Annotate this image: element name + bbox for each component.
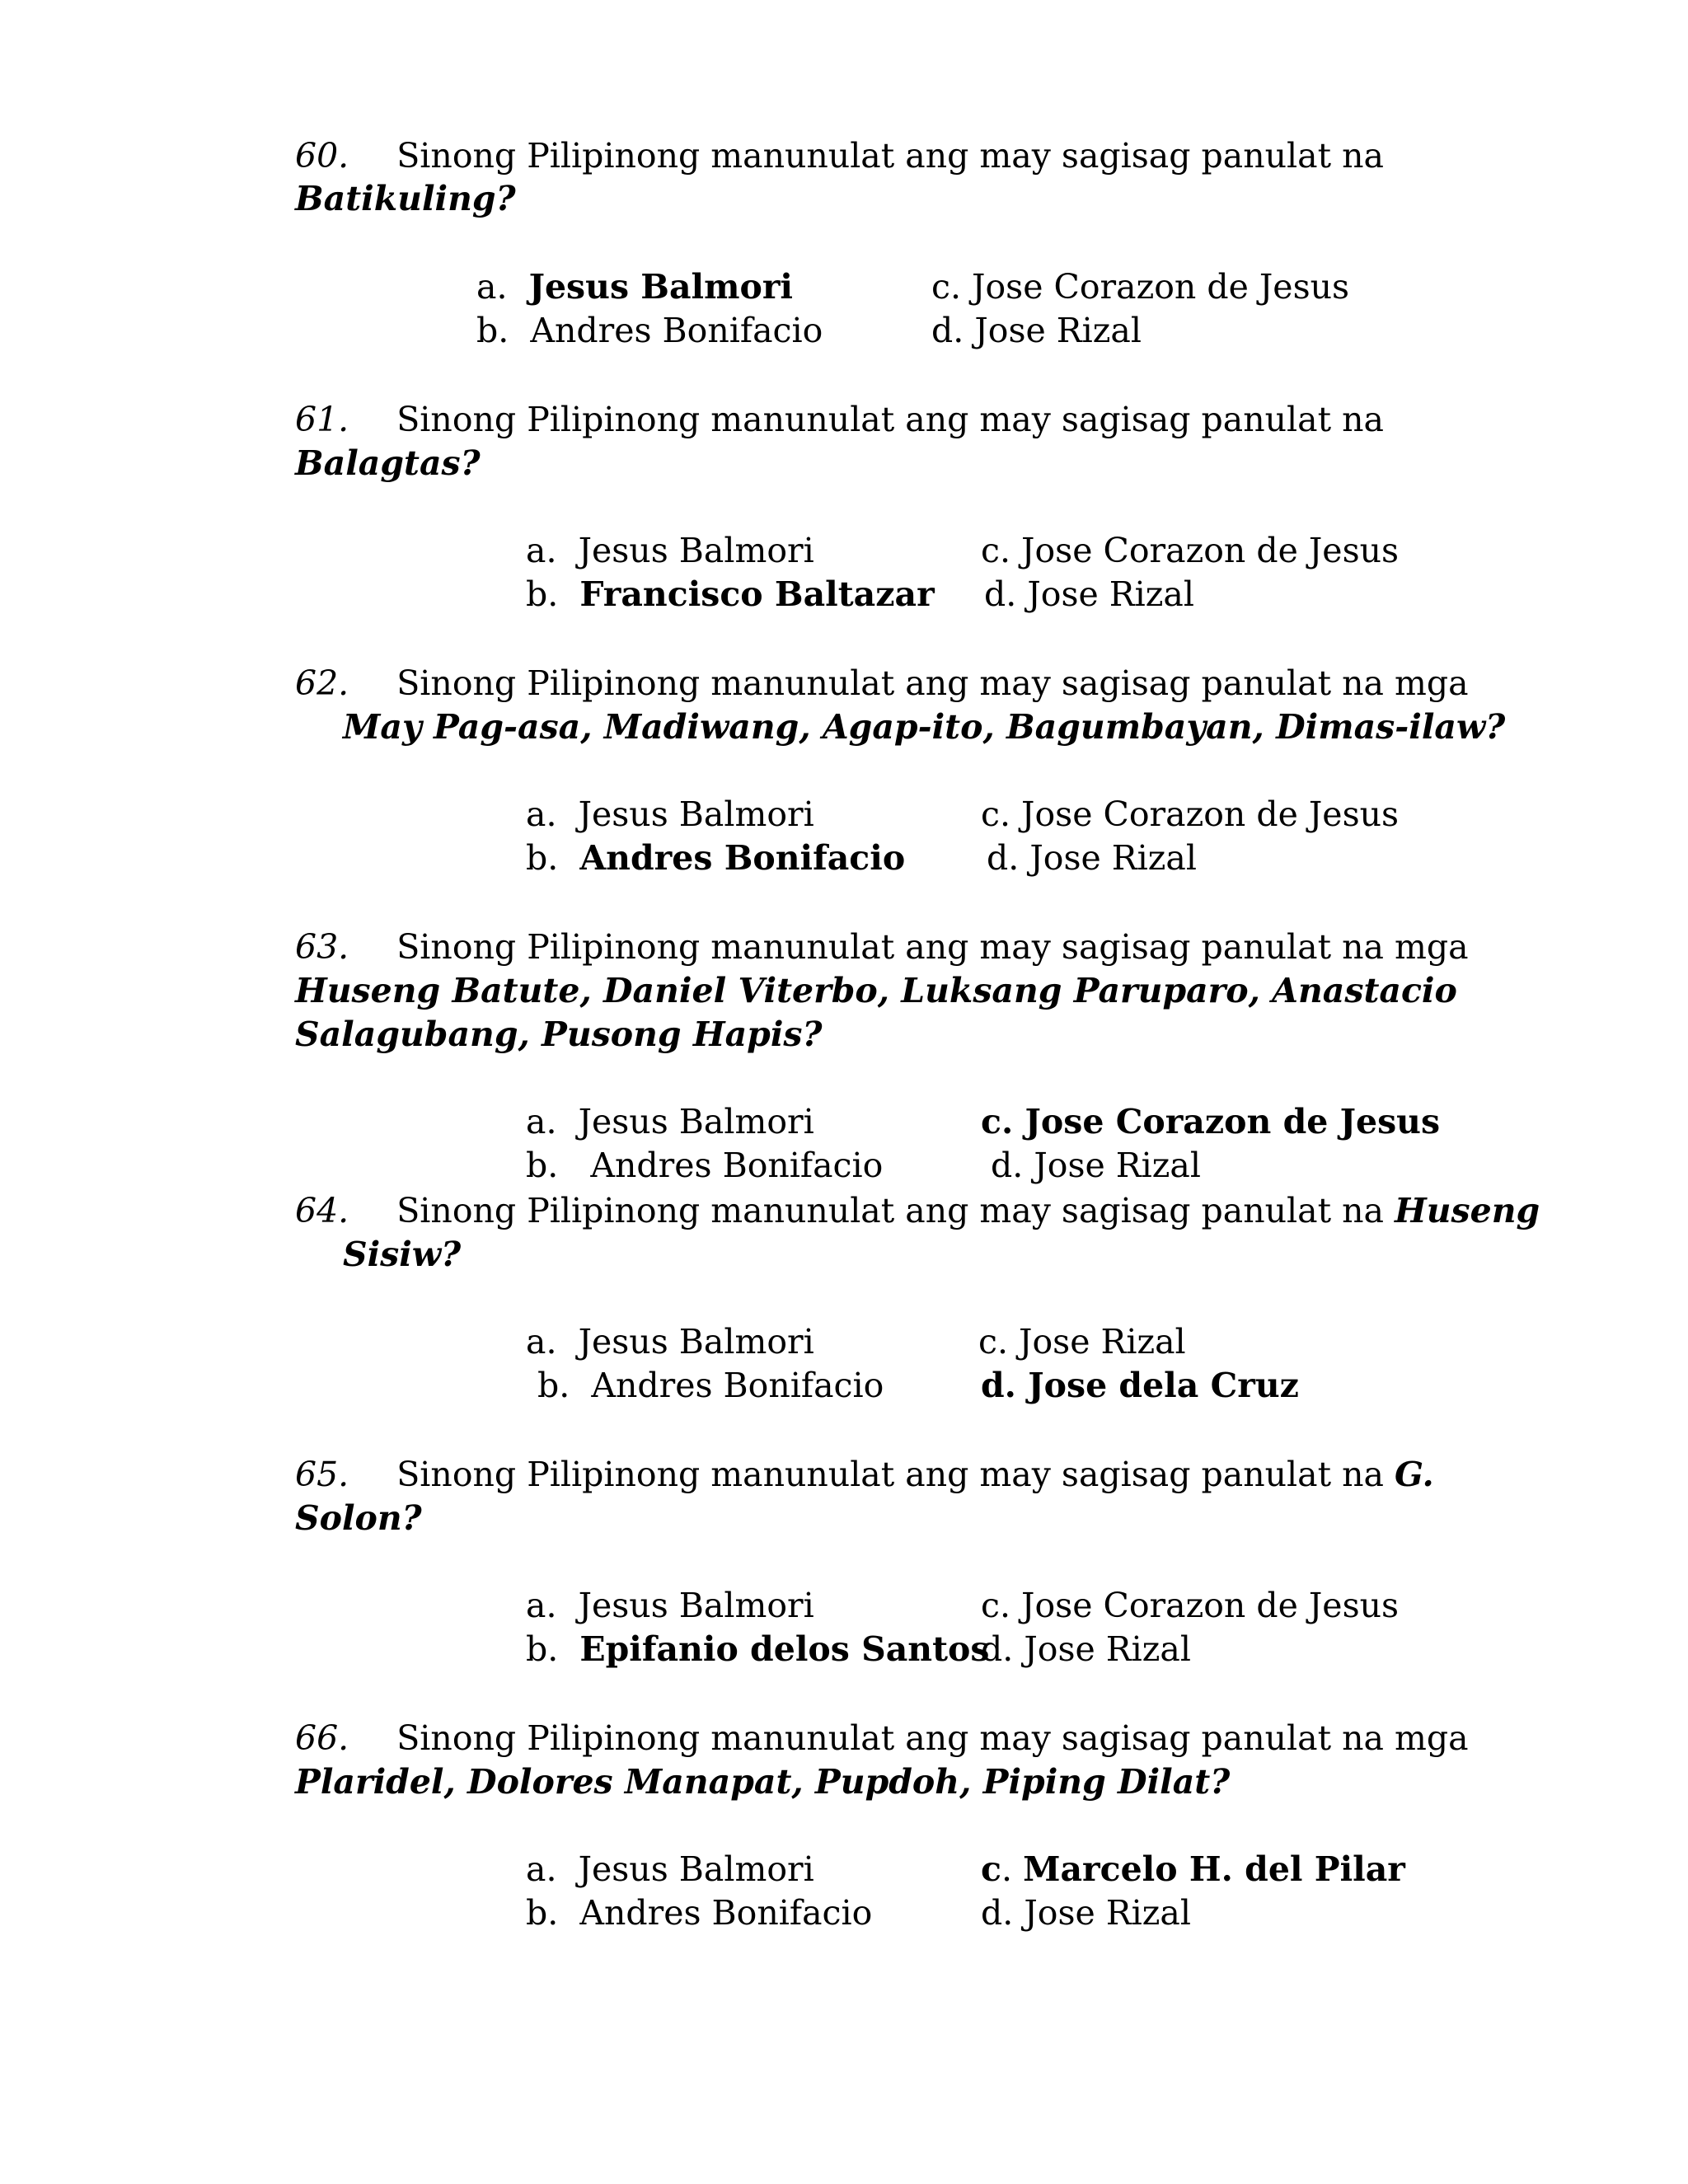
option-c: c. Jose Corazon de Jesus	[981, 531, 1400, 570]
option-a: a. Jesus Balmori	[526, 531, 814, 570]
option-b: b. Andres Bonifacio	[526, 1146, 884, 1185]
question-number: 60.	[295, 136, 349, 176]
question-prompt: Sinong Pilipinong manunulat ang may sagisag panulat na	[396, 136, 1384, 176]
option-d: d. Jose dela Cruz	[981, 1366, 1299, 1405]
question-65-line	[295, 1452, 1434, 1497]
option-a: a. Jesus Balmori	[526, 1849, 814, 1889]
option-d: d. Jose Rizal	[981, 1893, 1191, 1933]
question-number: 66.	[295, 1718, 349, 1758]
option-c: c. Jose Corazon de Jesus	[931, 267, 1350, 307]
question-number: 65.	[295, 1455, 349, 1494]
option-b: b. Andres Bonifacio	[537, 1366, 884, 1405]
correct-answer: Marcelo H. del Pilar	[1023, 1849, 1405, 1889]
correct-answer: Jesus Balmori	[528, 267, 793, 307]
question-prompt: Sinong Pilipinong manunulat ang may sagisag panulat na	[396, 1455, 1384, 1494]
pen-name: Plaridel, Dolores Manapat, Pupdoh, Piping Dilat?	[295, 1762, 1231, 1802]
option-a: a. Jesus Balmori	[526, 1586, 814, 1625]
pen-name-continued: Solon?	[295, 1498, 422, 1538]
question-prompt: Sinong Pilipinong manunulat ang may sagisag panulat na	[396, 400, 1384, 439]
option-b: b. Andres Bonifacio	[526, 1893, 873, 1933]
question-number: 63.	[295, 927, 349, 967]
option-c: c. Jose Corazon de Jesus	[981, 1586, 1400, 1625]
question-66-line	[295, 1716, 1469, 1760]
question-number: 64.	[295, 1191, 349, 1230]
option-a: a. Jesus Balmori	[526, 1102, 814, 1141]
option-d: d. Jose Rizal	[981, 1629, 1191, 1669]
question-prompt: Sinong Pilipinong manunulat ang may sagisag panulat na	[396, 1191, 1384, 1230]
option-d: d. Jose Rizal	[987, 838, 1197, 878]
option-a: a. Jesus Balmori	[526, 794, 814, 834]
correct-answer: Francisco Baltazar	[579, 574, 935, 614]
option-c: c. Jose Rizal	[978, 1322, 1186, 1361]
pen-name: Balagtas?	[295, 443, 481, 483]
correct-answer: Jose Corazon de Jesus	[1025, 1102, 1441, 1141]
pen-name: Batikuling?	[295, 179, 516, 218]
option-b: b. Epifanio delos Santos	[526, 1629, 990, 1669]
question-number: 61.	[295, 400, 349, 439]
option-a: a. Jesus Balmori	[476, 267, 793, 307]
option-d: d. Jose Rizal	[931, 311, 1142, 350]
correct-answer: Jose dela Cruz	[1028, 1366, 1299, 1405]
pen-name-continued: Sisiw?	[343, 1235, 462, 1274]
option-d: d. Jose Rizal	[991, 1146, 1201, 1185]
option-c: c. Jose Corazon de Jesus	[981, 1102, 1441, 1141]
question-64-line	[295, 1188, 1540, 1233]
correct-answer: Andres Bonifacio	[579, 838, 906, 878]
option-b: b. Andres Bonifacio	[526, 838, 906, 878]
pen-name-line-2: Salagubang, Pusong Hapis?	[295, 1015, 823, 1054]
option-b: b. Andres Bonifacio	[476, 311, 823, 350]
question-prompt: Sinong Pilipinong manunulat ang may sagisag panulat na mga	[396, 663, 1469, 703]
question-60-line	[295, 134, 1384, 178]
correct-answer: Epifanio delos Santos	[579, 1629, 990, 1669]
question-63-line	[295, 925, 1469, 969]
option-d: d. Jose Rizal	[984, 574, 1194, 614]
option-b: b. Francisco Baltazar	[526, 574, 935, 614]
question-61-line	[295, 397, 1384, 442]
pen-name: Huseng	[1394, 1191, 1540, 1230]
pen-name-line-1: Huseng Batute, Daniel Viterbo, Luksang Paruparo, Anastacio	[295, 971, 1457, 1010]
question-prompt: Sinong Pilipinong manunulat ang may sagisag panulat na mga	[396, 927, 1469, 967]
pen-name: May Pag-asa, Madiwang, Agap-ito, Bagumbayan, Dimas-ilaw?	[343, 707, 1506, 747]
pen-name: G.	[1394, 1455, 1434, 1494]
question-62-line	[295, 661, 1469, 705]
option-c: c. Marcelo H. del Pilar	[981, 1849, 1405, 1889]
option-c: c. Jose Corazon de Jesus	[981, 794, 1400, 834]
option-a: a. Jesus Balmori	[526, 1322, 814, 1361]
question-prompt: Sinong Pilipinong manunulat ang may sagisag panulat na mga	[396, 1718, 1469, 1758]
question-number: 62.	[295, 663, 349, 703]
